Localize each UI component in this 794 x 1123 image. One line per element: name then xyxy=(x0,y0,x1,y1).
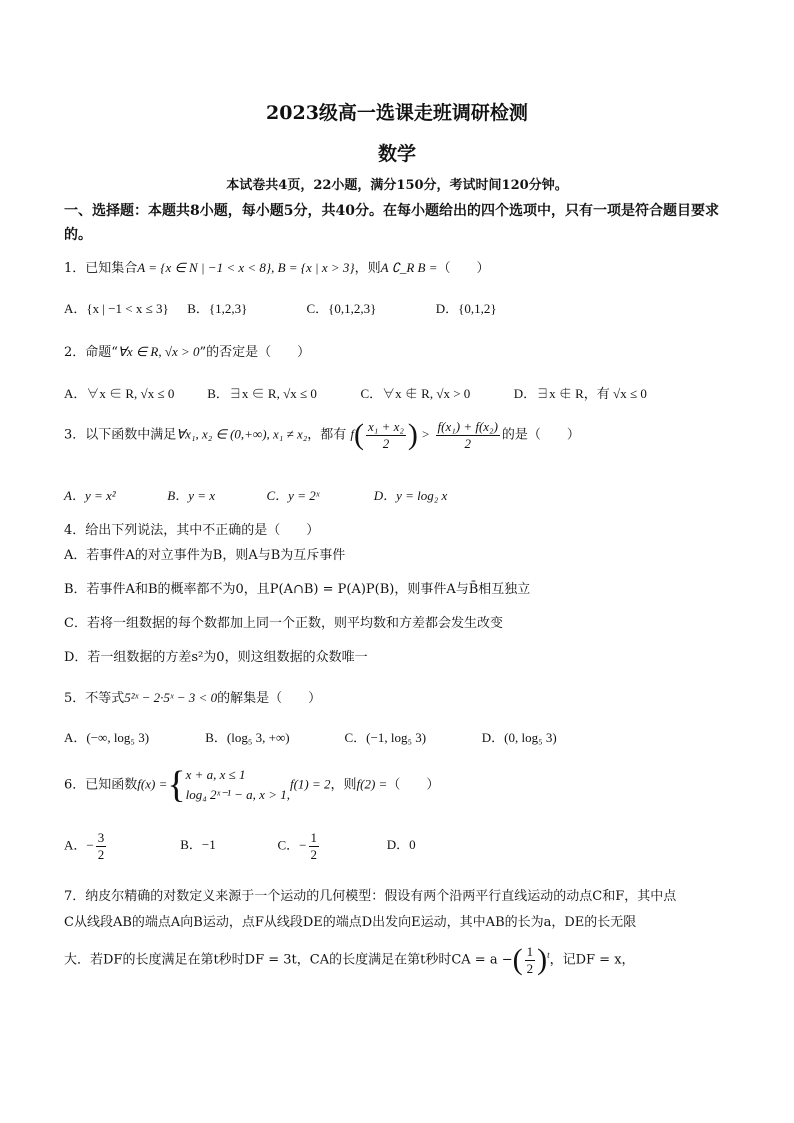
question-2-options xyxy=(64,383,647,402)
q6-option-a-numerator: 3 xyxy=(97,830,105,845)
q1-mid: ，则 xyxy=(354,261,381,276)
question-7-line-3 xyxy=(64,943,635,977)
q4-option-a: A．若事件A的对立事件为B，则A与B为互斥事件 xyxy=(64,548,346,563)
q3-rhs-numerator: f(x₁) + f(x₂) xyxy=(437,418,498,434)
q7-rparen: ) xyxy=(537,943,548,976)
exam-note: 本试卷共4页，22小题，满分150分，考试时间120分钟。 xyxy=(226,178,568,193)
q3-rhs-fraction xyxy=(436,419,500,452)
q6-ask: f(2) = xyxy=(356,776,388,792)
q6-prefix: 6．已知函数 xyxy=(64,777,138,793)
q7-line-3-prefix: 大．若DF的长度满足在第t秒时DF = 3t，CA的长度满足在第t秒时CA = a − xyxy=(64,952,513,968)
q5-option-c: C．(−1, log₅ 3) xyxy=(344,730,427,745)
q4-option-c: C．若将一组数据的每个数都加上同一个正数，则平均数和方差都会发生改变 xyxy=(64,616,503,631)
q4-option-d: D．若一组数据的方差s²为0，则这组数据的众数唯一 xyxy=(64,650,368,665)
q5-prefix: 5．不等式 xyxy=(64,691,125,706)
q5-option-a: A．(−∞, log₅ 3) xyxy=(64,730,150,745)
q3-prefix: 3．以下函数中满足 xyxy=(64,427,177,443)
question-5-stem xyxy=(64,687,321,706)
q7-fraction-denominator: 2 xyxy=(526,960,534,976)
q7-fraction xyxy=(525,944,536,977)
q6-option-b: B．−1 xyxy=(180,837,216,853)
q1-expression: A ∁_R B = xyxy=(380,260,438,275)
q3-option-d: D．y = log₂ x xyxy=(373,488,448,503)
q3-option-c: C．y = 2ˣ xyxy=(266,488,320,503)
question-7-line-2: C从线段AB的端点A向B运动，点F从线段DE的端点D出发向E运动，其中AB的长为a，DE的长无限 xyxy=(64,915,637,930)
q6-mid: ，则 xyxy=(330,777,357,793)
question-3-stem xyxy=(64,418,580,452)
q5-end: 的解集是（ ） xyxy=(217,691,322,706)
q6-option-c-fraction xyxy=(309,830,320,863)
q6-option-c-numerator: 1 xyxy=(310,830,318,845)
q2-proposition: ∀x ∈ R, √x > 0 xyxy=(117,344,200,359)
q6-brace: { xyxy=(167,764,186,806)
q7-fraction-numerator: 1 xyxy=(526,943,534,959)
q1-option-a: A．{x | −1 < x ≤ 3} xyxy=(64,301,169,316)
q3-lhs-numerator: x₁ + x₂ xyxy=(368,418,404,434)
q6-condition: f(1) = 2 xyxy=(289,776,331,792)
q6-option-a-denominator: 2 xyxy=(97,847,105,862)
subject-title: 数学 xyxy=(377,143,416,165)
q6-piecewise xyxy=(186,765,290,805)
q4-option-b: B．若事件A和B的概率都不为0，且P(A∩B) = P(A)P(B)，则事件A与B̄相互独立 xyxy=(64,582,531,597)
q6-option-a-label: A． xyxy=(64,837,87,853)
question-4-stem: 4．给出下列说法，其中不正确的是（ ） xyxy=(64,523,320,538)
question-3-options xyxy=(64,485,447,504)
q6-option-c xyxy=(278,830,384,863)
q6-end: （ ） xyxy=(387,777,440,793)
q3-rhs-denominator: 2 xyxy=(464,435,471,451)
q6-option-c-label: C． xyxy=(277,837,300,853)
q3-lparen: ( xyxy=(354,418,365,451)
q3-mid: ，都有 xyxy=(307,427,347,443)
q3-lhs-fraction xyxy=(366,419,406,452)
q5-option-d: D．(0, log₅ 3) xyxy=(481,730,557,745)
question-7-line-1: 7．纳皮尔精确的对数定义来源于一个运动的几何模型：假设有两个沿两平行直线运动的动点C和F，其中点 xyxy=(64,889,677,904)
q2-option-d: D．∃x ∉ R，有 √x ≤ 0 xyxy=(513,386,647,401)
question-1-options xyxy=(64,298,497,317)
q2-option-c: C．∀x ∉ R, √x > 0 xyxy=(360,386,471,401)
exam-title: 2023级高一选课走班调研检测 xyxy=(266,102,528,124)
q2-end: ”的否定是（ ） xyxy=(199,345,311,360)
question-6-options xyxy=(64,830,416,863)
q3-lhs-f: f xyxy=(350,426,355,442)
q6-option-a-fraction xyxy=(96,830,107,863)
q2-prefix: 2．命题“ xyxy=(64,345,118,360)
q2-option-b: B．∃x ∈ R, √x ≤ 0 xyxy=(207,386,317,401)
q6-option-c-denominator: 2 xyxy=(310,847,318,862)
q3-domain: ∀x₁, x₂ ∈ (0,+∞), x₁ ≠ x₂ xyxy=(176,426,308,442)
q6-case-2: log₄ 2ˣ⁻¹ − a, x > 1, xyxy=(185,787,290,802)
question-5-options xyxy=(64,727,557,746)
q3-option-a: A．y = x² xyxy=(64,488,116,503)
q7-exponent: t xyxy=(547,950,550,961)
q6-option-a xyxy=(64,830,177,863)
q6-function-name: f(x) = xyxy=(137,776,168,792)
question-2-stem xyxy=(64,341,310,360)
q3-lhs-denominator: 2 xyxy=(382,435,390,451)
q6-case-1: x + a, x ≤ 1 xyxy=(185,767,246,782)
q1-end: （ ） xyxy=(437,261,490,276)
q1-sets: A = {x ∈ N | −1 < x < 8}, B = {x | x > 3} xyxy=(137,260,355,275)
question-1-stem xyxy=(64,257,490,276)
q3-end: 的是（ ） xyxy=(501,427,580,443)
q5-option-b: B．(log₅ 3, +∞) xyxy=(205,730,290,745)
q6-option-a-sign: − xyxy=(86,837,94,853)
q1-prefix: 1．已知集合 xyxy=(64,261,138,276)
q2-option-a: A．∀x ∈ R, √x ≤ 0 xyxy=(64,386,175,401)
section-heading: 一、选择题：本题共8小题，每小题5分，共40分。在每小题给出的四个选项中，只有一项是符合题目要求的。 xyxy=(64,203,719,243)
q6-option-c-sign: − xyxy=(299,837,307,853)
q7-line-3-end: ，记DF = x， xyxy=(549,952,635,968)
q3-option-b: B．y = x xyxy=(167,488,216,503)
q6-option-d: D．0 xyxy=(386,837,416,853)
q1-option-b: B．{1,2,3} xyxy=(187,301,248,316)
q1-option-c: C．{0,1,2,3} xyxy=(306,301,377,316)
q3-rparen: ) xyxy=(407,418,418,451)
q5-inequality: 5²ˣ − 2·5ˣ − 3 < 0 xyxy=(124,690,218,705)
q7-lparen: ( xyxy=(512,943,523,976)
q1-option-d: D．{0,1,2} xyxy=(435,301,497,316)
question-6-stem xyxy=(64,765,439,805)
q3-gt: > xyxy=(422,426,430,442)
